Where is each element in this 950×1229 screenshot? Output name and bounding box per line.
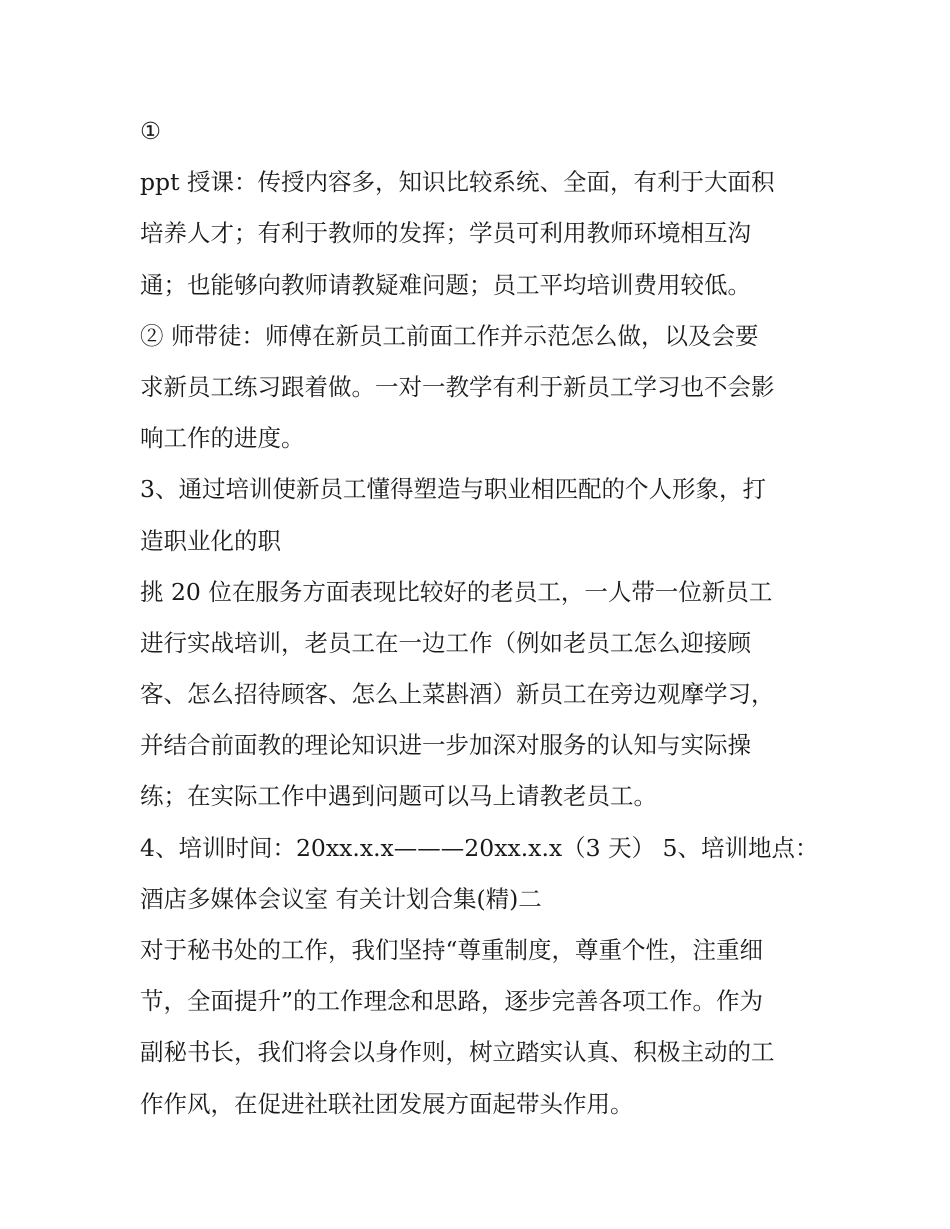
text-line: 节，全面提升”的工作理念和思路，逐步完善各项工作。作为 bbox=[140, 987, 764, 1016]
text-line: 挑 20 位在服务方面表现比较好的老员工，一人带一位新员工 bbox=[140, 577, 773, 606]
text-line: 练；在实际工作中遇到问题可以马上请教老员工。 bbox=[140, 782, 657, 811]
text-line: 客、怎么招待顾客、怎么上菜斟酒）新员工在旁边观摩学习， bbox=[140, 680, 775, 709]
text-line: 副秘书长，我们将会以身作则，树立踏实认真、积极主动的工 bbox=[140, 1038, 775, 1067]
body-text bbox=[140, 106, 830, 1130]
text-line: 并结合前面教的理论知识进一步加深对服务的认知与实际操 bbox=[140, 731, 751, 760]
text-line: ppt 授课：传授内容多，知识比较系统、全面，有利于大面积 bbox=[140, 168, 775, 197]
text-line: 对于秘书处的工作，我们坚持“尊重制度，尊重个性，注重细 bbox=[140, 936, 764, 964]
text-line: 作作风，在促进社联社团发展方面起带头作用。 bbox=[140, 1089, 634, 1118]
text-line: ① bbox=[140, 117, 162, 145]
text-line: 4、培训时间：20xx.x.x———20xx.x.x（3 天） 5、培训地点： bbox=[140, 833, 819, 862]
text-line: 响工作的进度。 bbox=[140, 424, 305, 453]
text-line: 求新员工练习跟着做。一对一教学有利于新员工学习也不会影 bbox=[140, 372, 775, 401]
text-line: 造职业化的职 bbox=[140, 526, 281, 555]
text-line: 酒店多媒体会议室 有关计划合集(精)二 bbox=[140, 884, 542, 913]
text-line: ② 师带徒：师傅在新员工前面工作并示范怎么做，以及会要 bbox=[140, 321, 759, 350]
text-line: 进行实战培训，老员工在一边工作（例如老员工怎么迎接顾 bbox=[140, 628, 751, 657]
text-line: 培养人才；有利于教师的发挥；学员可利用教师环境相互沟 bbox=[140, 219, 751, 248]
text-line: 3、通过培训使新员工懂得塑造与职业相匹配的个人形象，打 bbox=[140, 475, 766, 504]
text-line: 通；也能够向教师请教疑难问题；员工平均培训费用较低。 bbox=[140, 270, 751, 299]
